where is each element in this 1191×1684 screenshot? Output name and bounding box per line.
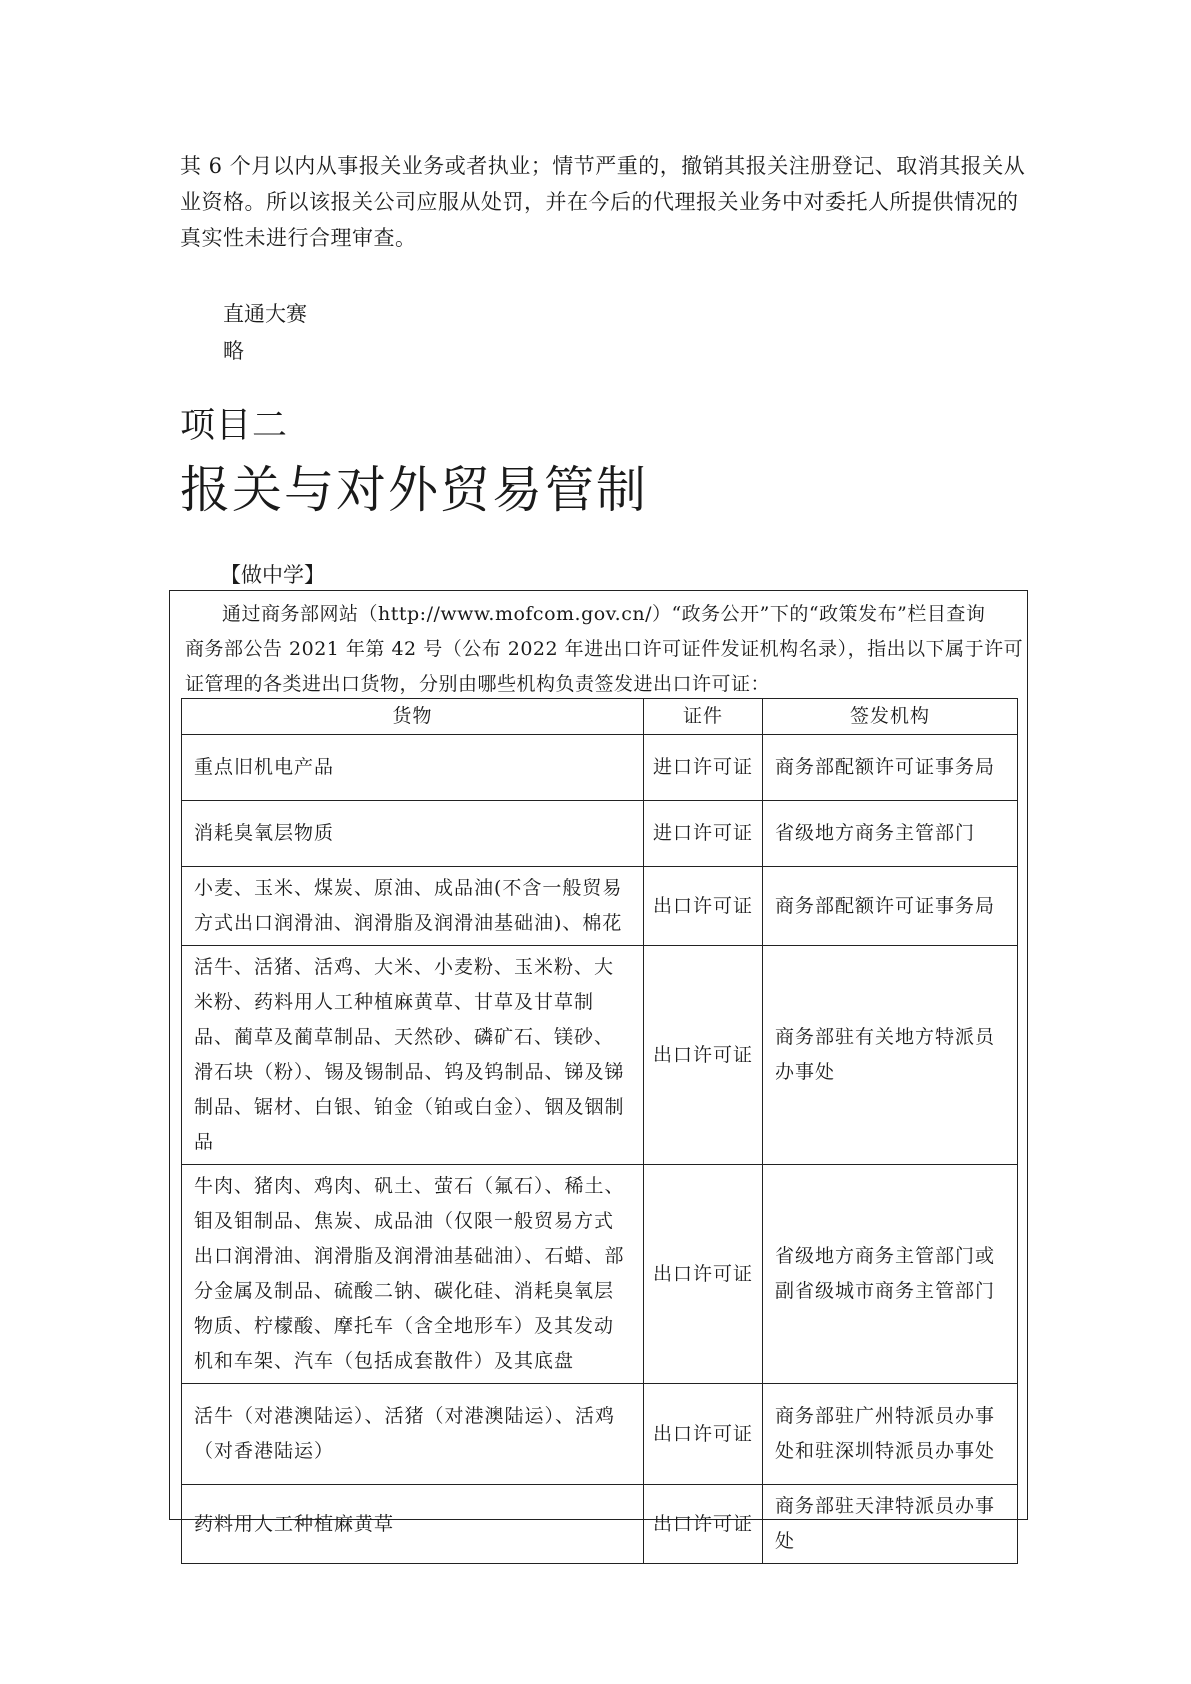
issuer-cell: 商务部驻天津特派员办事处 [763, 1485, 1018, 1564]
intro-line: 其 6 个月以内从事报关业务或者执业；情节严重的，撤销其报关注册登记、取消其报关从 [180, 154, 1026, 178]
intro-line: 业资格。所以该报关公司应服从处罚，并在今后的代理报关业务中对委托人所提供情况的 [180, 190, 1019, 214]
issuer-cell: 商务部配额许可证事务局 [763, 867, 1018, 946]
goods-cell: 药料用人工种植麻黄草 [182, 1485, 644, 1564]
license-cell: 进口许可证 [644, 735, 763, 801]
task-description [170, 591, 1027, 702]
goods-cell: 重点旧机电产品 [182, 735, 644, 801]
issuer-cell: 商务部配额许可证事务局 [763, 735, 1018, 801]
task-line: 证管理的各类进出口货物，分别由哪些机构负责签发进出口许可证： [185, 673, 771, 695]
table-row [182, 1384, 1018, 1485]
header-goods: 货物 [182, 699, 644, 735]
issuer-cell: 省级地方商务主管部门 [763, 801, 1018, 867]
subsection-title: 直通大赛 [223, 302, 307, 326]
header-issuer: 签发机构 [763, 699, 1018, 735]
intro-paragraph [180, 148, 1026, 256]
issuer-cell: 商务部驻有关地方特派员办事处 [763, 946, 1018, 1165]
table-row [182, 867, 1018, 946]
goods-cell: 牛肉、猪肉、鸡肉、矾土、萤石（氟石）、稀土、钼及钼制品、焦炭、成品油（仅限一般贸易方式出口润滑油、润滑脂及润滑油基础油）、石蜡、部分金属及制品、硫酸二钠、碳化硅、消耗臭氧层物质、柠檬酸、摩托车（含全地形车）及其发动机和车架、汽车（包括成套散件）及其底盘 [182, 1165, 644, 1384]
goods-cell: 消耗臭氧层物质 [182, 801, 644, 867]
goods-cell: 活牛、活猪、活鸡、大米、小麦粉、玉米粉、大米粉、药料用人工种植麻黄草、甘草及甘草制品、蔺草及蔺草制品、天然砂、磷矿石、镁砂、滑石块（粉）、锡及锡制品、钨及钨制品、锑及锑制品、锯材、白银、铂金（铂或白金）、铟及铟制品 [182, 946, 644, 1165]
header-license: 证件 [644, 699, 763, 735]
license-table [181, 698, 1018, 1564]
license-cell: 出口许可证 [644, 946, 763, 1165]
table-row [182, 801, 1018, 867]
subsection-body: 略 [223, 339, 244, 363]
intro-line: 真实性未进行合理审查。 [180, 226, 417, 250]
chapter-title: 报关与对外贸易管制 [180, 461, 648, 519]
task-line: 通过商务部网站（http://www.mofcom.gov.cn/）“政务公开”下的“政策发布”栏目查询 [222, 603, 986, 625]
issuer-cell: 商务部驻广州特派员办事处和驻深圳特派员办事处 [763, 1384, 1018, 1485]
license-cell: 出口许可证 [644, 1165, 763, 1384]
license-cell: 出口许可证 [644, 867, 763, 946]
table-row [182, 1165, 1018, 1384]
activity-box [169, 590, 1028, 1552]
issuer-cell: 省级地方商务主管部门或副省级城市商务主管部门 [763, 1165, 1018, 1384]
project-number: 项目二 [180, 406, 289, 446]
table-header-row [182, 699, 1018, 735]
table-row [182, 946, 1018, 1165]
license-cell: 出口许可证 [644, 1485, 763, 1564]
task-line: 商务部公告 2021 年第 42 号（公布 2022 年进出口许可证件发证机构名录），指出以下属于许可 [185, 638, 1024, 660]
table-row [182, 1485, 1018, 1564]
goods-cell: 小麦、玉米、煤炭、原油、成品油(不含一般贸易方式出口润滑油、润滑脂及润滑油基础油)、棉花 [182, 867, 644, 946]
license-cell: 进口许可证 [644, 801, 763, 867]
table-row [182, 735, 1018, 801]
activity-tag: 【做中学】 [220, 563, 325, 587]
license-cell: 出口许可证 [644, 1384, 763, 1485]
goods-cell: 活牛（对港澳陆运）、活猪（对港澳陆运）、活鸡（对香港陆运） [182, 1384, 644, 1485]
